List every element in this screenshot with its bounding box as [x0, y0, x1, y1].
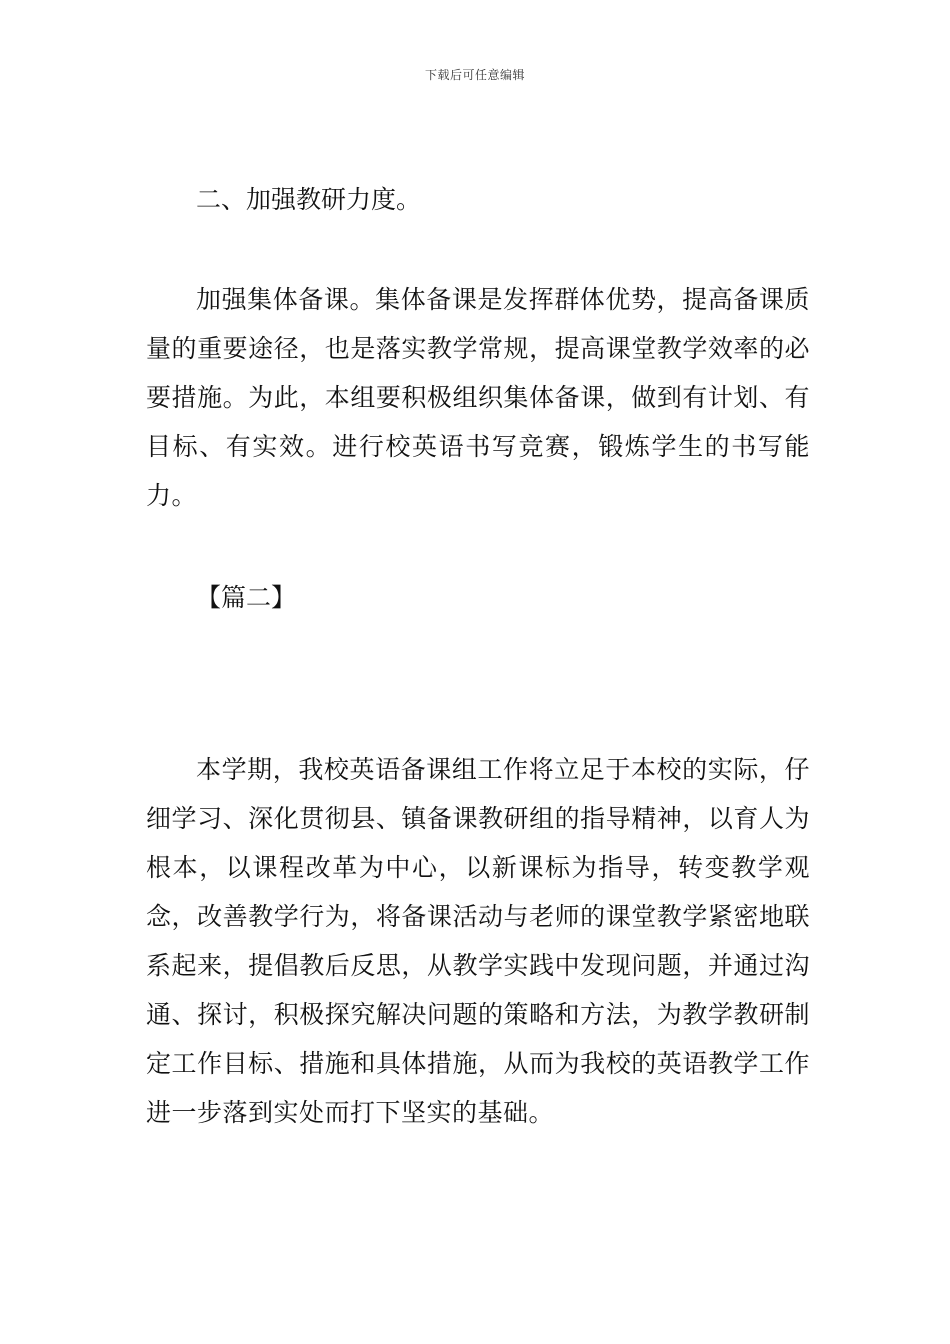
section-heading: 二、加强教研力度。: [196, 185, 422, 214]
page-header-note: 下载后可任意编辑: [424, 68, 525, 82]
section-label: 【篇二】: [196, 583, 297, 612]
body-paragraph-2: 本学期，我校英语备课组工作将立足于本校的实际，仔细学习、深化贯彻县、镇备课教研组的指导精神，以育人为根本，以课程改革为中心，以新课标为指导，转变教学观念，改善教学行为，将备课活动与老师的课堂教学紧密地联系起来，提倡教后反思，从教学实践中发现问题，并通过沟通、探讨，积极探究解决问题的策略和方法，为教学教研制定工作目标、措施和具体措施，从而为我校的英语教学工作进一步落到实处而打下坚实的基础。: [146, 755, 810, 1127]
body-paragraph-1: 加强集体备课。集体备课是发挥群体优势，提高备课质量的重要途径，也是落实教学常规，提高课堂教学效率的必要措施。为此，本组要积极组织集体备课，做到有计划、有目标、有实效。进行校英语书写竞赛，锻炼学生的书写能力。: [146, 285, 810, 510]
